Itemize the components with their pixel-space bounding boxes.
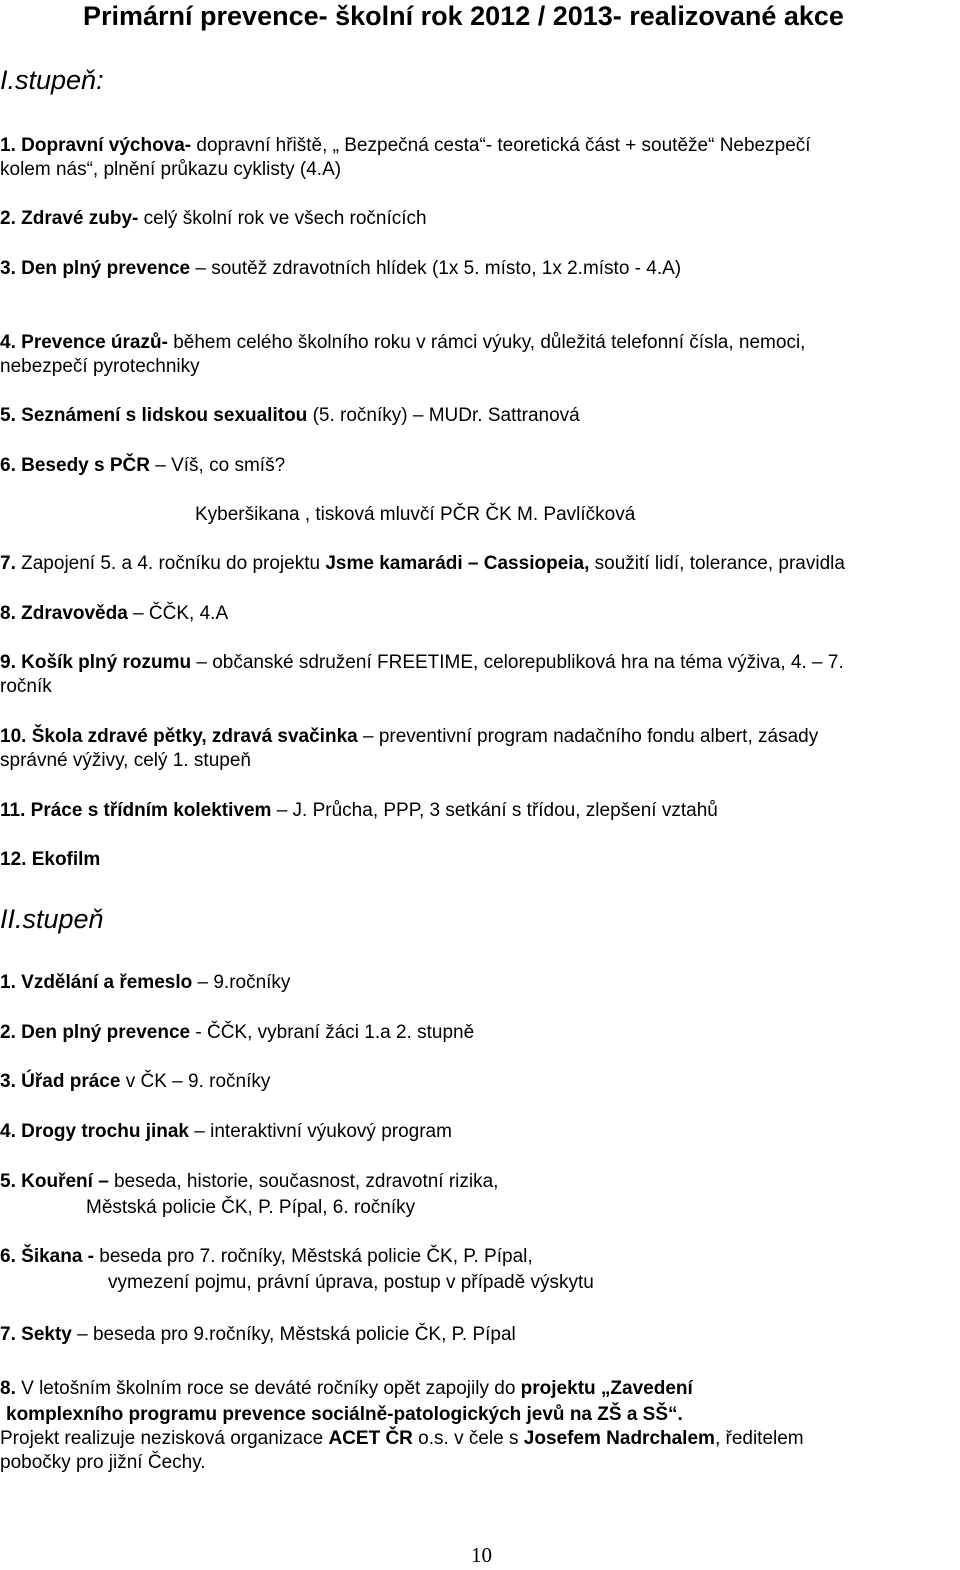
list-item: 7. Sekty – beseda pro 9.ročníky, Městská policie ČK, P. Pípal [0,1324,516,1345]
section-heading-stage-2: II.stupeň [0,904,104,934]
list-item: 8. Zdravověda – ČČK, 4.A [0,603,229,624]
list-item: 2. Zdravé zuby- celý školní rok ve všech ročnících [0,208,427,229]
list-item: 8. V letošním školním roce se deváté ročníky opět zapojily do projektu „Zavedení [0,1378,693,1399]
list-item: 10. Škola zdravé pětky, zdravá svačinka – preventivní program nadačního fondu albert, zásady [0,726,819,747]
list-item-continuation: kolem nás“, plnění průkazu cyklisty (4.A) [0,159,342,180]
section-heading-stage-1: I.stupeň: [0,65,104,95]
list-item: 6. Besedy s PČR – Víš, co smíš? [0,455,286,476]
list-item: 1. Vzdělání a řemeslo – 9.ročníky [0,972,291,993]
page-number: 10 [471,1543,492,1567]
list-item: 1. Dopravní výchova- dopravní hřiště, „ Bezpečná cesta“- teoretická část + soutěže“ Nebezpečí [0,135,811,156]
list-item-continuation: Projekt realizuje nezisková organizace ACET ČR o.s. v čele s Josefem Nadrchalem, ředitelem [0,1428,804,1449]
list-item: 7. Zapojení 5. a 4. ročníku do projektu Jsme kamarádi – Cassiopeia, soužití lidí, tolerance, pravidla [0,553,845,574]
list-item-continuation: správné výživy, celý 1. stupeň [0,750,251,771]
list-item-continuation: pobočky pro jižní Čechy. [0,1452,206,1473]
list-item: 6. Šikana - beseda pro 7. ročníky, Městská policie ČK, P. Pípal, [0,1246,533,1267]
list-item-continuation: ročník [0,676,52,697]
list-item-continuation: Kyberšikana , tisková mluvčí PČR ČK M. Pavlíčková [195,504,636,525]
list-item-continuation: vymezení pojmu, právní úprava, postup v případě výskytu [108,1272,594,1293]
list-item-continuation: Městská policie ČK, P. Pípal, 6. ročníky [86,1197,416,1218]
list-item: 2. Den plný prevence - ČČK, vybraní žáci 1.a 2. stupně [0,1022,475,1043]
list-item: 9. Košík plný rozumu – občanské sdružení FREETIME, celorepubliková hra na téma výživa, 4. – 7. [0,652,844,673]
list-item: 4. Prevence úrazů- během celého školního roku v rámci výuky, důležitá telefonní čísla, nemoci, [0,332,806,353]
list-item-continuation: komplexního programu prevence sociálně-patologických jevů na ZŠ a SŠ“. [6,1404,683,1425]
list-item-continuation: nebezpečí pyrotechniky [0,356,200,377]
list-item: 4. Drogy trochu jinak – interaktivní výukový program [0,1121,452,1142]
page-title: Primární prevence- školní rok 2012 / 2013- realizované akce [83,1,844,31]
list-item: 12. Ekofilm [0,849,101,870]
list-item: 3. Den plný prevence – soutěž zdravotních hlídek (1x 5. místo, 1x 2.místo - 4.A) [0,258,682,279]
list-item: 3. Úřad práce v ČK – 9. ročníky [0,1071,271,1092]
list-item: 5. Seznámení s lidskou sexualitou (5. ročníky) – MUDr. Sattranová [0,405,580,426]
list-item: 5. Kouření – beseda, historie, současnost, zdravotní rizika, [0,1171,499,1192]
list-item: 11. Práce s třídním kolektivem – J. Průcha, PPP, 3 setkání s třídou, zlepšení vztahů [0,800,718,821]
